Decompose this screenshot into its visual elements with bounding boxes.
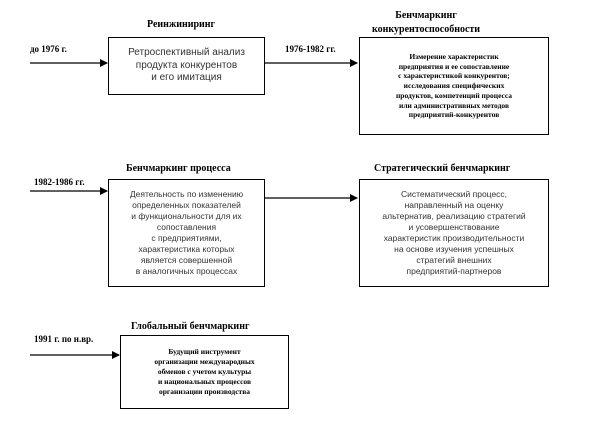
period-label-1976-1982: 1976-1982 гг. [285, 44, 336, 54]
box-strategic-line-7: стратегий внешних [416, 255, 492, 266]
box-competitive-benchmarking [359, 37, 549, 135]
box-competitive-line-7: предприятий-конкурентов [408, 110, 500, 120]
box-reengineering-line-2: продукта конкурентов [135, 59, 238, 71]
box-global-line-4: и национальных процессов [157, 377, 252, 387]
title-competitive-benchmarking [372, 9, 480, 36]
title-process-benchmarking: Бенчмаркинг процесса [126, 163, 231, 174]
box-strategic-line-3: альтернатив, реализацию стратегий [382, 210, 526, 221]
box-process-line-8: в аналогичных процессах [135, 266, 238, 277]
box-strategic-benchmarking [359, 179, 549, 287]
box-process-line-6: характеристика которых [138, 244, 235, 255]
box-strategic-line-2: направленный на оценку [404, 199, 504, 210]
box-global-benchmarking [120, 335, 289, 409]
box-strategic-line-4: и усовершенствование [408, 221, 500, 232]
title-reengineering: Реинжиниринг [147, 19, 216, 30]
box-reengineering-line-3: и его имитация [151, 72, 222, 84]
box-process-line-1: Деятельность по изменению [129, 188, 244, 199]
box-global-line-2: организации международных [154, 356, 255, 366]
box-strategic-line-5: характеристик производительности [383, 233, 525, 243]
box-process-line-2: определенных показателей [132, 199, 241, 210]
period-label-1991-present: 1991 г. по н.вр. [34, 334, 94, 344]
box-competitive-line-1: Измерение характеристик [409, 51, 499, 61]
box-competitive-line-5: продуктов, компетенций процесса [395, 90, 513, 100]
box-strategic-line-6: на основе изучения успешных [394, 244, 514, 255]
box-competitive-line-2: предприятия и ее сопоставление [398, 61, 510, 71]
box-global-line-3: обменов с учетом культуры [157, 366, 252, 376]
title-competitive-benchmarking-line-1: Бенчмаркинг [395, 10, 457, 21]
box-reengineering-line-1: Ретроспективный анализ [128, 47, 245, 59]
title-competitive-benchmarking-line-2: конкурентоспособности [372, 23, 481, 35]
box-process-line-5: с предприятиями, [151, 233, 222, 243]
box-strategic-line-8: предприятий-партнеров [406, 266, 502, 277]
box-reengineering [108, 37, 265, 95]
box-competitive-line-6: или административных методов [399, 100, 509, 110]
box-process-benchmarking [108, 179, 265, 287]
title-strategic-benchmarking: Стратегический бенчмаркинг [374, 163, 511, 174]
box-process-line-3: и функциональности для их [131, 210, 242, 221]
box-global-line-1: Будущий инструмент [168, 346, 241, 356]
box-competitive-line-4: исследования специфических [403, 81, 505, 91]
period-label-before-1976: до 1976 г. [30, 44, 67, 54]
box-process-line-4: сопоставления [156, 221, 217, 232]
box-competitive-line-3: с характеристикой конкурентов; [398, 71, 510, 81]
period-label-1982-1986: 1982-1986 гг. [34, 177, 85, 187]
box-process-line-7: является совершенной [140, 255, 233, 266]
box-strategic-line-1: Систематический процесс, [400, 188, 508, 199]
title-global-benchmarking: Глобальный бенчмаркинг [131, 321, 250, 332]
box-global-line-5: организации производства [158, 387, 251, 397]
